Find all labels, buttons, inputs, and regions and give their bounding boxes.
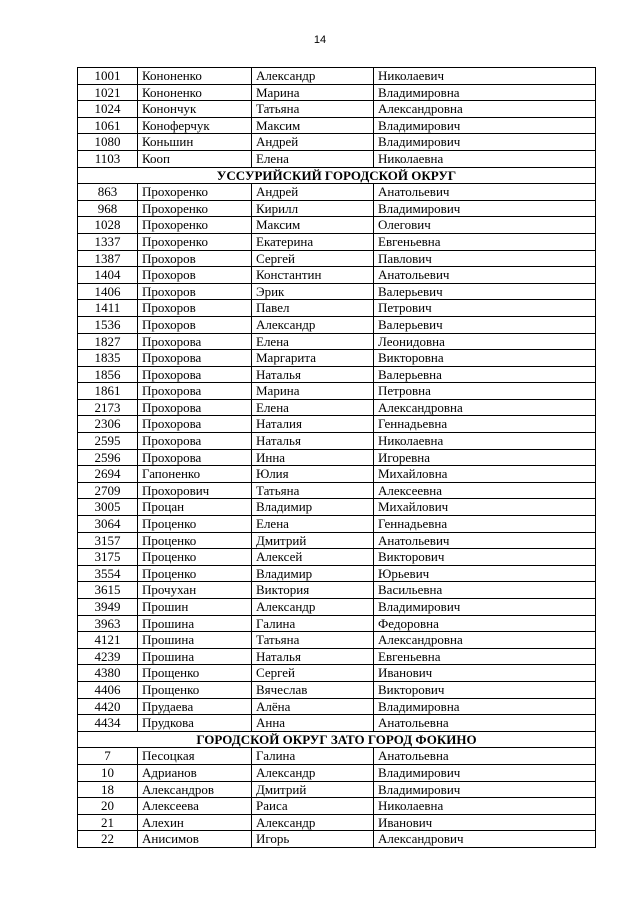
table-row xyxy=(78,383,596,400)
table-row xyxy=(78,217,596,234)
first-name-cell: Наталья xyxy=(252,433,374,450)
number-cell: 1856 xyxy=(78,366,138,383)
table-row xyxy=(78,134,596,151)
table-row xyxy=(78,681,596,698)
first-name-cell: Александр xyxy=(252,316,374,333)
patronymic-cell: Николаевич xyxy=(374,68,596,85)
table-row xyxy=(78,101,596,118)
first-name-cell: Максим xyxy=(252,117,374,134)
number-cell: 4380 xyxy=(78,665,138,682)
patronymic-cell: Александровна xyxy=(374,632,596,649)
first-name-cell: Дмитрий xyxy=(252,781,374,798)
last-name-cell: Александров xyxy=(138,781,252,798)
last-name-cell: Процан xyxy=(138,499,252,516)
table-row xyxy=(78,665,596,682)
number-cell: 2595 xyxy=(78,433,138,450)
first-name-cell: Елена xyxy=(252,150,374,167)
first-name-cell: Алёна xyxy=(252,698,374,715)
number-cell: 3949 xyxy=(78,599,138,616)
table-row xyxy=(78,300,596,317)
table-row xyxy=(78,184,596,201)
table-row xyxy=(78,599,596,616)
patronymic-cell: Леонидовна xyxy=(374,333,596,350)
number-cell: 3064 xyxy=(78,516,138,533)
table-row xyxy=(78,698,596,715)
number-cell: 3615 xyxy=(78,582,138,599)
patronymic-cell: Владимирович xyxy=(374,117,596,134)
last-name-cell: Прохоренко xyxy=(138,233,252,250)
patronymic-cell: Петрович xyxy=(374,300,596,317)
patronymic-cell: Владимирович xyxy=(374,200,596,217)
patronymic-cell: Анатольевна xyxy=(374,715,596,732)
table-row xyxy=(78,250,596,267)
first-name-cell: Александр xyxy=(252,764,374,781)
last-name-cell: Прохоренко xyxy=(138,217,252,234)
table-row xyxy=(78,814,596,831)
table-row xyxy=(78,516,596,533)
number-cell: 20 xyxy=(78,798,138,815)
first-name-cell: Кирилл xyxy=(252,200,374,217)
patronymic-cell: Владимирович xyxy=(374,599,596,616)
patronymic-cell: Иванович xyxy=(374,814,596,831)
number-cell: 4420 xyxy=(78,698,138,715)
first-name-cell: Наталия xyxy=(252,416,374,433)
last-name-cell: Кононенко xyxy=(138,84,252,101)
first-name-cell: Елена xyxy=(252,399,374,416)
number-cell: 1536 xyxy=(78,316,138,333)
number-cell: 22 xyxy=(78,831,138,848)
number-cell: 1404 xyxy=(78,267,138,284)
first-name-cell: Татьяна xyxy=(252,632,374,649)
first-name-cell: Вячеслав xyxy=(252,681,374,698)
table-row xyxy=(78,68,596,85)
patronymic-cell: Васильевна xyxy=(374,582,596,599)
table-row xyxy=(78,150,596,167)
table-row xyxy=(78,532,596,549)
patronymic-cell: Викторовна xyxy=(374,350,596,367)
first-name-cell: Игорь xyxy=(252,831,374,848)
first-name-cell: Татьяна xyxy=(252,101,374,118)
patronymic-cell: Николаевна xyxy=(374,150,596,167)
last-name-cell: Прохорова xyxy=(138,350,252,367)
patronymic-cell: Федоровна xyxy=(374,615,596,632)
number-cell: 968 xyxy=(78,200,138,217)
patronymic-cell: Александровна xyxy=(374,101,596,118)
table-row xyxy=(78,582,596,599)
number-cell: 3157 xyxy=(78,532,138,549)
first-name-cell: Юлия xyxy=(252,466,374,483)
last-name-cell: Прудаева xyxy=(138,698,252,715)
first-name-cell: Наталья xyxy=(252,648,374,665)
patronymic-cell: Евгеньевна xyxy=(374,648,596,665)
patronymic-cell: Иванович xyxy=(374,665,596,682)
first-name-cell: Маргарита xyxy=(252,350,374,367)
patronymic-cell: Анатольевич xyxy=(374,184,596,201)
table-row xyxy=(78,715,596,732)
last-name-cell: Прохорова xyxy=(138,383,252,400)
table-row xyxy=(78,565,596,582)
first-name-cell: Павел xyxy=(252,300,374,317)
section-title: ГОРОДСКОЙ ОКРУГ ЗАТО ГОРОД ФОКИНО xyxy=(78,731,596,748)
first-name-cell: Екатерина xyxy=(252,233,374,250)
first-name-cell: Владимир xyxy=(252,565,374,582)
table-row xyxy=(78,798,596,815)
first-name-cell: Дмитрий xyxy=(252,532,374,549)
page-number: 14 xyxy=(313,34,327,46)
table-row xyxy=(78,831,596,848)
first-name-cell: Александр xyxy=(252,68,374,85)
table-row xyxy=(78,748,596,765)
patronymic-cell: Михайлович xyxy=(374,499,596,516)
table-row xyxy=(78,466,596,483)
number-cell: 2306 xyxy=(78,416,138,433)
first-name-cell: Сергей xyxy=(252,665,374,682)
table-row xyxy=(78,333,596,350)
last-name-cell: Песоцкая xyxy=(138,748,252,765)
first-name-cell: Владимир xyxy=(252,499,374,516)
number-cell: 3175 xyxy=(78,549,138,566)
number-cell: 1411 xyxy=(78,300,138,317)
last-name-cell: Алехин xyxy=(138,814,252,831)
patronymic-cell: Валерьевна xyxy=(374,366,596,383)
patronymic-cell: Михайловна xyxy=(374,466,596,483)
last-name-cell: Прощенко xyxy=(138,681,252,698)
last-name-cell: Прохорова xyxy=(138,449,252,466)
table-row xyxy=(78,433,596,450)
number-cell: 3963 xyxy=(78,615,138,632)
first-name-cell: Виктория xyxy=(252,582,374,599)
patronymic-cell: Алексеевна xyxy=(374,482,596,499)
first-name-cell: Эрик xyxy=(252,283,374,300)
last-name-cell: Прохорова xyxy=(138,416,252,433)
number-cell: 1835 xyxy=(78,350,138,367)
number-cell: 1337 xyxy=(78,233,138,250)
number-cell: 1387 xyxy=(78,250,138,267)
table-row xyxy=(78,233,596,250)
number-cell: 863 xyxy=(78,184,138,201)
last-name-cell: Прохоров xyxy=(138,283,252,300)
first-name-cell: Марина xyxy=(252,383,374,400)
first-name-cell: Алексей xyxy=(252,549,374,566)
first-name-cell: Марина xyxy=(252,84,374,101)
table-row xyxy=(78,200,596,217)
number-cell: 10 xyxy=(78,764,138,781)
number-cell: 2694 xyxy=(78,466,138,483)
number-cell: 4434 xyxy=(78,715,138,732)
patronymic-cell: Владимирович xyxy=(374,781,596,798)
table-row xyxy=(78,764,596,781)
last-name-cell: Прошин xyxy=(138,599,252,616)
number-cell: 2173 xyxy=(78,399,138,416)
patronymic-cell: Петровна xyxy=(374,383,596,400)
number-cell: 1861 xyxy=(78,383,138,400)
patronymic-cell: Александрович xyxy=(374,831,596,848)
first-name-cell: Галина xyxy=(252,748,374,765)
table-row xyxy=(78,316,596,333)
patronymic-cell: Викторович xyxy=(374,681,596,698)
table-row xyxy=(78,84,596,101)
voter-list-table xyxy=(77,67,596,848)
patronymic-cell: Владимировна xyxy=(374,84,596,101)
patronymic-cell: Владимирович xyxy=(374,764,596,781)
patronymic-cell: Юрьевич xyxy=(374,565,596,582)
last-name-cell: Прохоренко xyxy=(138,200,252,217)
section-header-row xyxy=(78,167,596,184)
last-name-cell: Проценко xyxy=(138,565,252,582)
first-name-cell: Андрей xyxy=(252,184,374,201)
last-name-cell: Прохоров xyxy=(138,250,252,267)
number-cell: 1028 xyxy=(78,217,138,234)
table-row xyxy=(78,499,596,516)
number-cell: 1021 xyxy=(78,84,138,101)
last-name-cell: Проценко xyxy=(138,532,252,549)
first-name-cell: Константин xyxy=(252,267,374,284)
number-cell: 3005 xyxy=(78,499,138,516)
number-cell: 4121 xyxy=(78,632,138,649)
patronymic-cell: Игоревна xyxy=(374,449,596,466)
last-name-cell: Проценко xyxy=(138,549,252,566)
patronymic-cell: Павлович xyxy=(374,250,596,267)
last-name-cell: Конончук xyxy=(138,101,252,118)
last-name-cell: Прохоров xyxy=(138,316,252,333)
number-cell: 18 xyxy=(78,781,138,798)
first-name-cell: Сергей xyxy=(252,250,374,267)
number-cell: 1827 xyxy=(78,333,138,350)
patronymic-cell: Владимировна xyxy=(374,698,596,715)
last-name-cell: Прошина xyxy=(138,615,252,632)
number-cell: 1024 xyxy=(78,101,138,118)
patronymic-cell: Владимирович xyxy=(374,134,596,151)
last-name-cell: Прохоров xyxy=(138,300,252,317)
table-row xyxy=(78,615,596,632)
first-name-cell: Елена xyxy=(252,516,374,533)
patronymic-cell: Николаевна xyxy=(374,798,596,815)
table-row xyxy=(78,648,596,665)
last-name-cell: Прохорова xyxy=(138,433,252,450)
patronymic-cell: Александровна xyxy=(374,399,596,416)
last-name-cell: Коноферчук xyxy=(138,117,252,134)
first-name-cell: Татьяна xyxy=(252,482,374,499)
last-name-cell: Проценко xyxy=(138,516,252,533)
section-title: УССУРИЙСКИЙ ГОРОДСКОЙ ОКРУГ xyxy=(78,167,596,184)
patronymic-cell: Евгеньевна xyxy=(374,233,596,250)
first-name-cell: Наталья xyxy=(252,366,374,383)
first-name-cell: Раиса xyxy=(252,798,374,815)
last-name-cell: Прочухан xyxy=(138,582,252,599)
last-name-cell: Анисимов xyxy=(138,831,252,848)
table-row xyxy=(78,416,596,433)
number-cell: 1061 xyxy=(78,117,138,134)
first-name-cell: Александр xyxy=(252,599,374,616)
table-row xyxy=(78,449,596,466)
number-cell: 3554 xyxy=(78,565,138,582)
patronymic-cell: Геннадьевна xyxy=(374,516,596,533)
table-row xyxy=(78,366,596,383)
last-name-cell: Кононенко xyxy=(138,68,252,85)
last-name-cell: Прощенко xyxy=(138,665,252,682)
number-cell: 1080 xyxy=(78,134,138,151)
first-name-cell: Александр xyxy=(252,814,374,831)
last-name-cell: Прошина xyxy=(138,648,252,665)
patronymic-cell: Николаевна xyxy=(374,433,596,450)
number-cell: 1406 xyxy=(78,283,138,300)
last-name-cell: Гапоненко xyxy=(138,466,252,483)
table-row xyxy=(78,781,596,798)
patronymic-cell: Валерьевич xyxy=(374,283,596,300)
last-name-cell: Прошина xyxy=(138,632,252,649)
section-header-row xyxy=(78,731,596,748)
last-name-cell: Прохорова xyxy=(138,366,252,383)
last-name-cell: Прохорова xyxy=(138,399,252,416)
patronymic-cell: Викторович xyxy=(374,549,596,566)
table-row xyxy=(78,283,596,300)
patronymic-cell: Анатольевич xyxy=(374,532,596,549)
patronymic-cell: Валерьевич xyxy=(374,316,596,333)
first-name-cell: Максим xyxy=(252,217,374,234)
patronymic-cell: Анатольевич xyxy=(374,267,596,284)
first-name-cell: Галина xyxy=(252,615,374,632)
number-cell: 7 xyxy=(78,748,138,765)
last-name-cell: Алексеева xyxy=(138,798,252,815)
table-row xyxy=(78,549,596,566)
table-row xyxy=(78,117,596,134)
first-name-cell: Елена xyxy=(252,333,374,350)
table-row xyxy=(78,632,596,649)
number-cell: 2596 xyxy=(78,449,138,466)
first-name-cell: Инна xyxy=(252,449,374,466)
last-name-cell: Адрианов xyxy=(138,764,252,781)
patronymic-cell: Геннадьевна xyxy=(374,416,596,433)
last-name-cell: Прохорова xyxy=(138,333,252,350)
last-name-cell: Прохоров xyxy=(138,267,252,284)
first-name-cell: Анна xyxy=(252,715,374,732)
table-row xyxy=(78,399,596,416)
last-name-cell: Прудкова xyxy=(138,715,252,732)
number-cell: 2709 xyxy=(78,482,138,499)
first-name-cell: Андрей xyxy=(252,134,374,151)
number-cell: 1103 xyxy=(78,150,138,167)
last-name-cell: Коньшин xyxy=(138,134,252,151)
number-cell: 4239 xyxy=(78,648,138,665)
last-name-cell: Прохорович xyxy=(138,482,252,499)
number-cell: 4406 xyxy=(78,681,138,698)
table-row xyxy=(78,482,596,499)
patronymic-cell: Анатольевна xyxy=(374,748,596,765)
table-body xyxy=(78,68,596,848)
table-row xyxy=(78,267,596,284)
table-row xyxy=(78,350,596,367)
number-cell: 21 xyxy=(78,814,138,831)
last-name-cell: Прохоренко xyxy=(138,184,252,201)
last-name-cell: Кооп xyxy=(138,150,252,167)
number-cell: 1001 xyxy=(78,68,138,85)
patronymic-cell: Олегович xyxy=(374,217,596,234)
